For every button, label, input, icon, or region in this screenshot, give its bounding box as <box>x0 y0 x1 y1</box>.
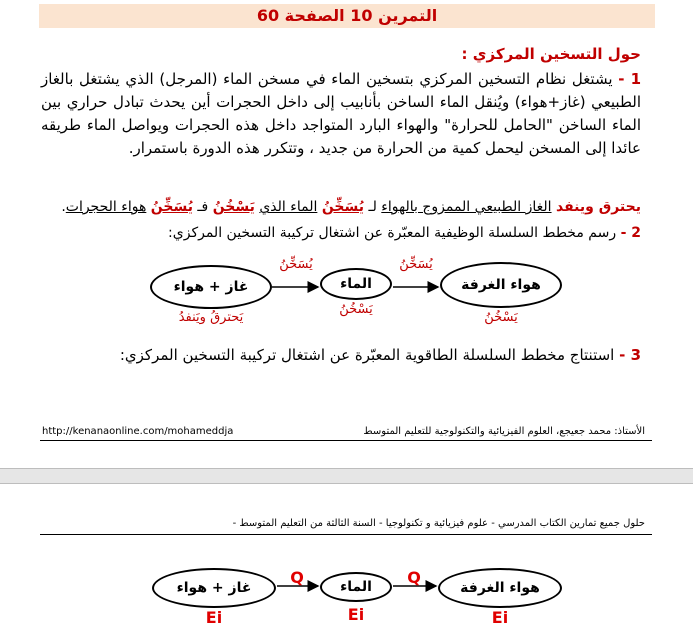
energy-under-label-water: Ei <box>347 605 365 624</box>
page-2-header: حلول جميع تمارين الكتاب المدرسي - علوم فيزيائية و تكنولوجيا - السنة الثالثة من التعليم المتوسط - <box>232 518 645 529</box>
under-label-gas: يَحترقُ ويَنفدُ <box>178 310 244 325</box>
arrow-label-2: يُسَخِّنُ <box>399 257 433 272</box>
question-3-number: 3 - <box>619 346 641 364</box>
arrow-label-1: يُسَخِّنُ <box>279 257 313 272</box>
energy-under-label-gas: Ei <box>205 608 223 627</box>
page-2 <box>0 484 693 629</box>
answer-part-heats-up: يَسْخُنُ <box>212 199 255 215</box>
energy-node-water: الماء <box>320 572 392 602</box>
energy-arrow-label-2: Q <box>407 568 421 587</box>
answer-part-burns: يحترق وينفد <box>556 199 641 215</box>
answer-part-water: الماء الذي <box>259 199 318 215</box>
footer-url[interactable]: http://kenanaonline.com/mohameddja <box>42 426 234 437</box>
section-heading: حول التسخين المركزي : <box>461 45 641 63</box>
energy-arrow-label-1: Q <box>290 568 304 587</box>
answer-part-heats-1: يُسَخِّنُ <box>321 199 365 215</box>
under-label-water: يَسْخُنُ <box>339 302 373 317</box>
page-separator <box>0 468 693 484</box>
question-3 <box>120 346 641 364</box>
question-1-text: يشتغل نظام التسخين المركزي بتسخين الماء في مسخن الماء (المرجل) الذي يشتغل بالغاز الطبيعي (غاز+هواء) ويُنقل الماء الساخن بأنابيب إلى داخل الحجرات أين يحدث تبادل حراري بين الماء الساخن "الحامل للحرارة" والهواء البارد المتواجد داخل هذه الحجرات ويواصل الماء طريقه عائدا إلى المسخن ليحمل كمية من الحرارة من جديد ، وتتكرر هذه الدورة باستمرار. <box>41 70 641 157</box>
node-room-air: هواء الغرفة <box>440 262 562 308</box>
energy-node-room-air: هواء الغرفة <box>438 568 562 608</box>
exercise-title: التمرين 10 الصفحة 60 <box>39 4 655 28</box>
footer-author: الأستاذ: محمد جعيجع، العلوم الفيزيائية والتكنولوجية للتعليم المتوسط <box>363 426 645 437</box>
node-water: الماء <box>320 268 392 300</box>
question-1-number: 1 - <box>618 70 641 88</box>
energy-node-gas-air: غاز + هواء <box>152 568 276 608</box>
answer-part-gas: الغاز الطبيعي الممزوج بالهواء <box>381 199 552 215</box>
question-1 <box>41 68 641 160</box>
footer-divider <box>40 440 652 441</box>
question-3-text: استنتاج مخطط السلسلة الطاقوية المعبّرة عن اشتغال تركيبة التسخين المركزي: <box>119 346 615 364</box>
answer-sentence: يحترق وينفد الغاز الطبيعي الممزوج بالهواء لـ يُسَخِّنُ الماء الذي يَسْخُنُ فـ يُسَخِّنُ هواء الحجرات. <box>61 199 641 215</box>
node-gas-air: غاز + هواء <box>150 265 272 309</box>
answer-part-room-air: هواء الحجرات <box>65 199 147 215</box>
answer-part-heats-2: يُسَخِّنُ <box>150 199 193 215</box>
header-divider <box>40 534 652 535</box>
question-2-text: رسم مخطط السلسلة الوظيفية المعبّرة عن اشتغال تركيبة التسخين المركزي: <box>168 225 617 241</box>
question-2 <box>168 225 641 241</box>
energy-under-label-room-air: Ei <box>491 608 509 627</box>
question-2-number: 2 - <box>620 225 641 241</box>
under-label-room-air: يَسْخُنُ <box>484 310 518 325</box>
